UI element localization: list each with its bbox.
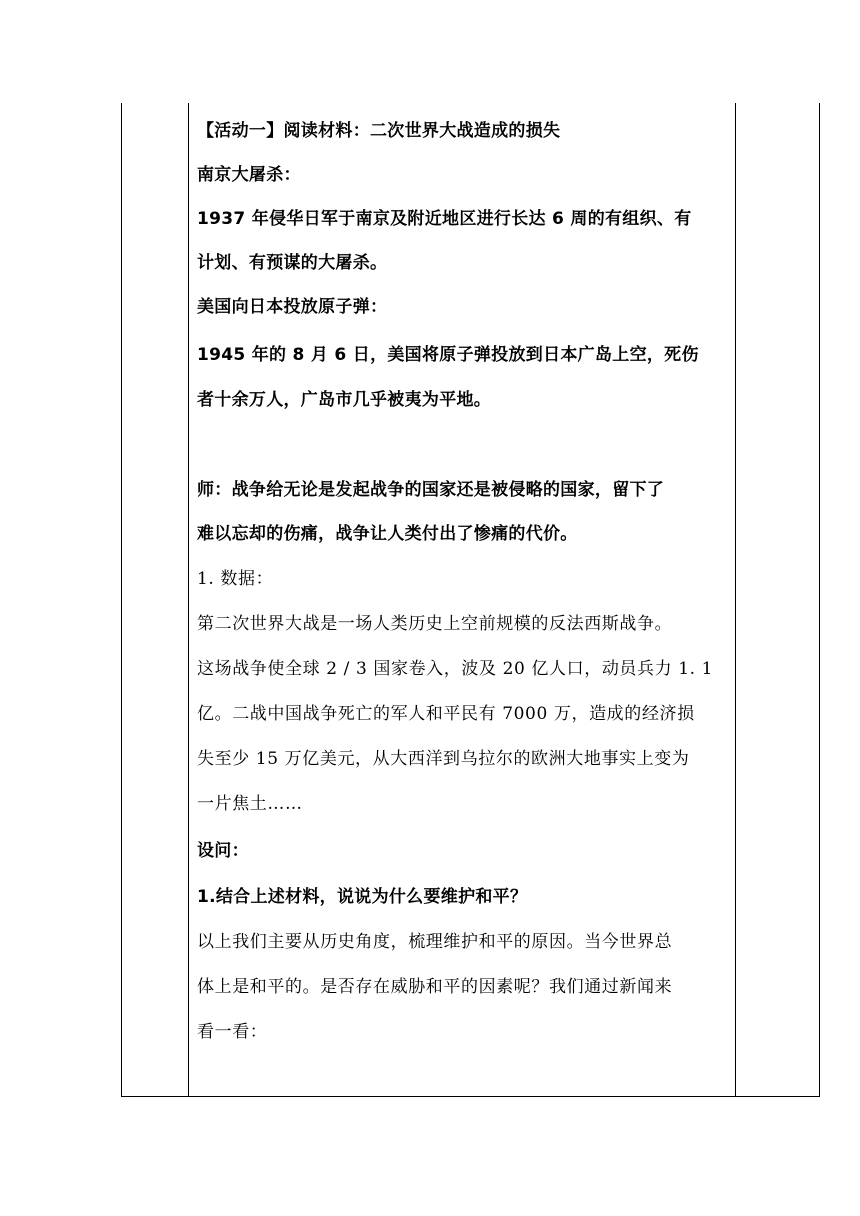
table-border-right xyxy=(819,103,820,1097)
table-border-col2 xyxy=(735,103,736,1097)
atomic-text-line-2: 者十余万人，广岛市几乎被夷为平地。 xyxy=(197,390,492,410)
data-heading: 1. 数据： xyxy=(197,569,274,589)
nanjing-heading: 南京大屠杀： xyxy=(197,165,301,185)
data-text-line-4: 失至少 15 万亿美元，从大西洋到乌拉尔的欧洲大地事实上变为 xyxy=(197,749,690,769)
data-text-line-3: 亿。二战中国战争死亡的军人和平民有 7000 万，造成的经济损 xyxy=(197,704,695,724)
data-text-line-1: 第二次世界大战是一场人类历史上空前规模的反法西斯战争。 xyxy=(197,614,673,634)
data-text-line-2: 这场战争使全球 2 / 3 国家卷入，波及 20 亿人口，动员兵力 1. 1 xyxy=(197,659,714,679)
nanjing-text-line-2: 计划、有预谋的大屠杀。 xyxy=(197,253,388,273)
summary-text-line-2: 体上是和平的。是否存在威胁和平的因素呢？我们通过新闻来 xyxy=(197,977,673,997)
atomic-text-line-1: 1945 年的 8 月 6 日，美国将原子弹投放到日本广岛上空，死伤 xyxy=(197,345,699,365)
teacher-text-line-2: 难以忘却的伤痛，战争让人类付出了惨痛的代价。 xyxy=(197,524,578,544)
atomic-heading: 美国向日本投放原子弹： xyxy=(197,297,388,317)
activity-title: 【活动一】阅读材料：二次世界大战造成的损失 xyxy=(197,121,561,141)
table-border-bottom xyxy=(121,1096,820,1097)
question-1: 1.结合上述材料，说说为什么要维护和平？ xyxy=(197,887,528,907)
table-border-left xyxy=(121,103,122,1097)
summary-text-line-1: 以上我们主要从历史角度，梳理维护和平的原因。当今世界总 xyxy=(197,932,673,952)
data-text-line-5: 一片焦土…… xyxy=(197,794,303,814)
question-heading: 设问： xyxy=(197,841,249,861)
summary-text-line-3: 看一看： xyxy=(197,1022,268,1042)
nanjing-text-line-1: 1937 年侵华日军于南京及附近地区进行长达 6 周的有组织、有 xyxy=(197,209,692,229)
teacher-text-line-1: 师：战争给无论是发起战争的国家还是被侵略的国家，留下了 xyxy=(197,480,665,500)
table-border-col1 xyxy=(188,103,189,1097)
